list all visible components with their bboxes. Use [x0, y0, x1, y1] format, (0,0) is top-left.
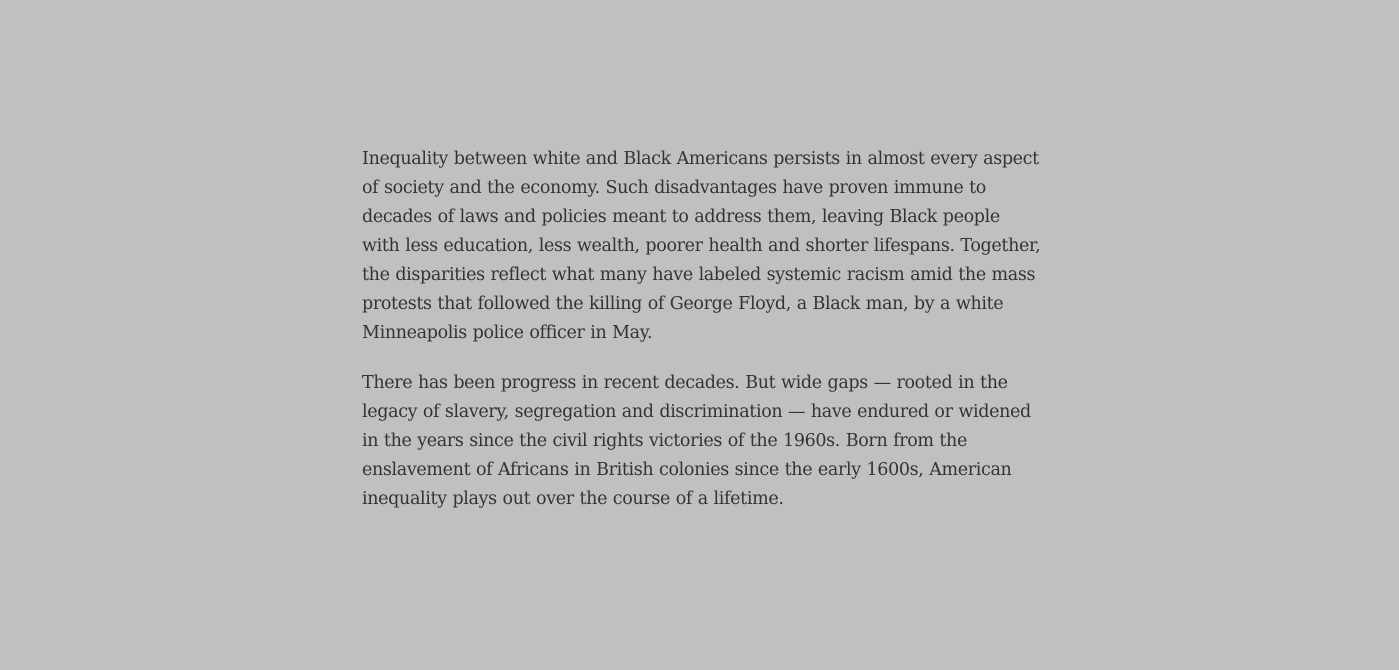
- article-paragraph-2: There has been progress in recent decades. But wide gaps — rooted in the legacy of slavery, segregation and discrimination — have endured or widened in the years since the civil rights victories of the 1960s. Born from the enslavement of Africans in British colonies since the early 1600s, American inequality plays out over the course of a lifetime.: [362, 373, 1031, 509]
- article-body: [362, 145, 1042, 535]
- article-paragraph-1: Inequality between white and Black Americans persists in almost every aspect of society and the economy. Such disadvantages have proven immune to decades of laws and policies meant to address them, leaving Black people with less education, less wealth, poorer health and shorter lifespans. Together, the disparities reflect what many have labeled systemic racism amid the mass protests that followed the killing of George Floyd, a Black man, by a white Minneapolis police officer in May.: [362, 149, 1041, 343]
